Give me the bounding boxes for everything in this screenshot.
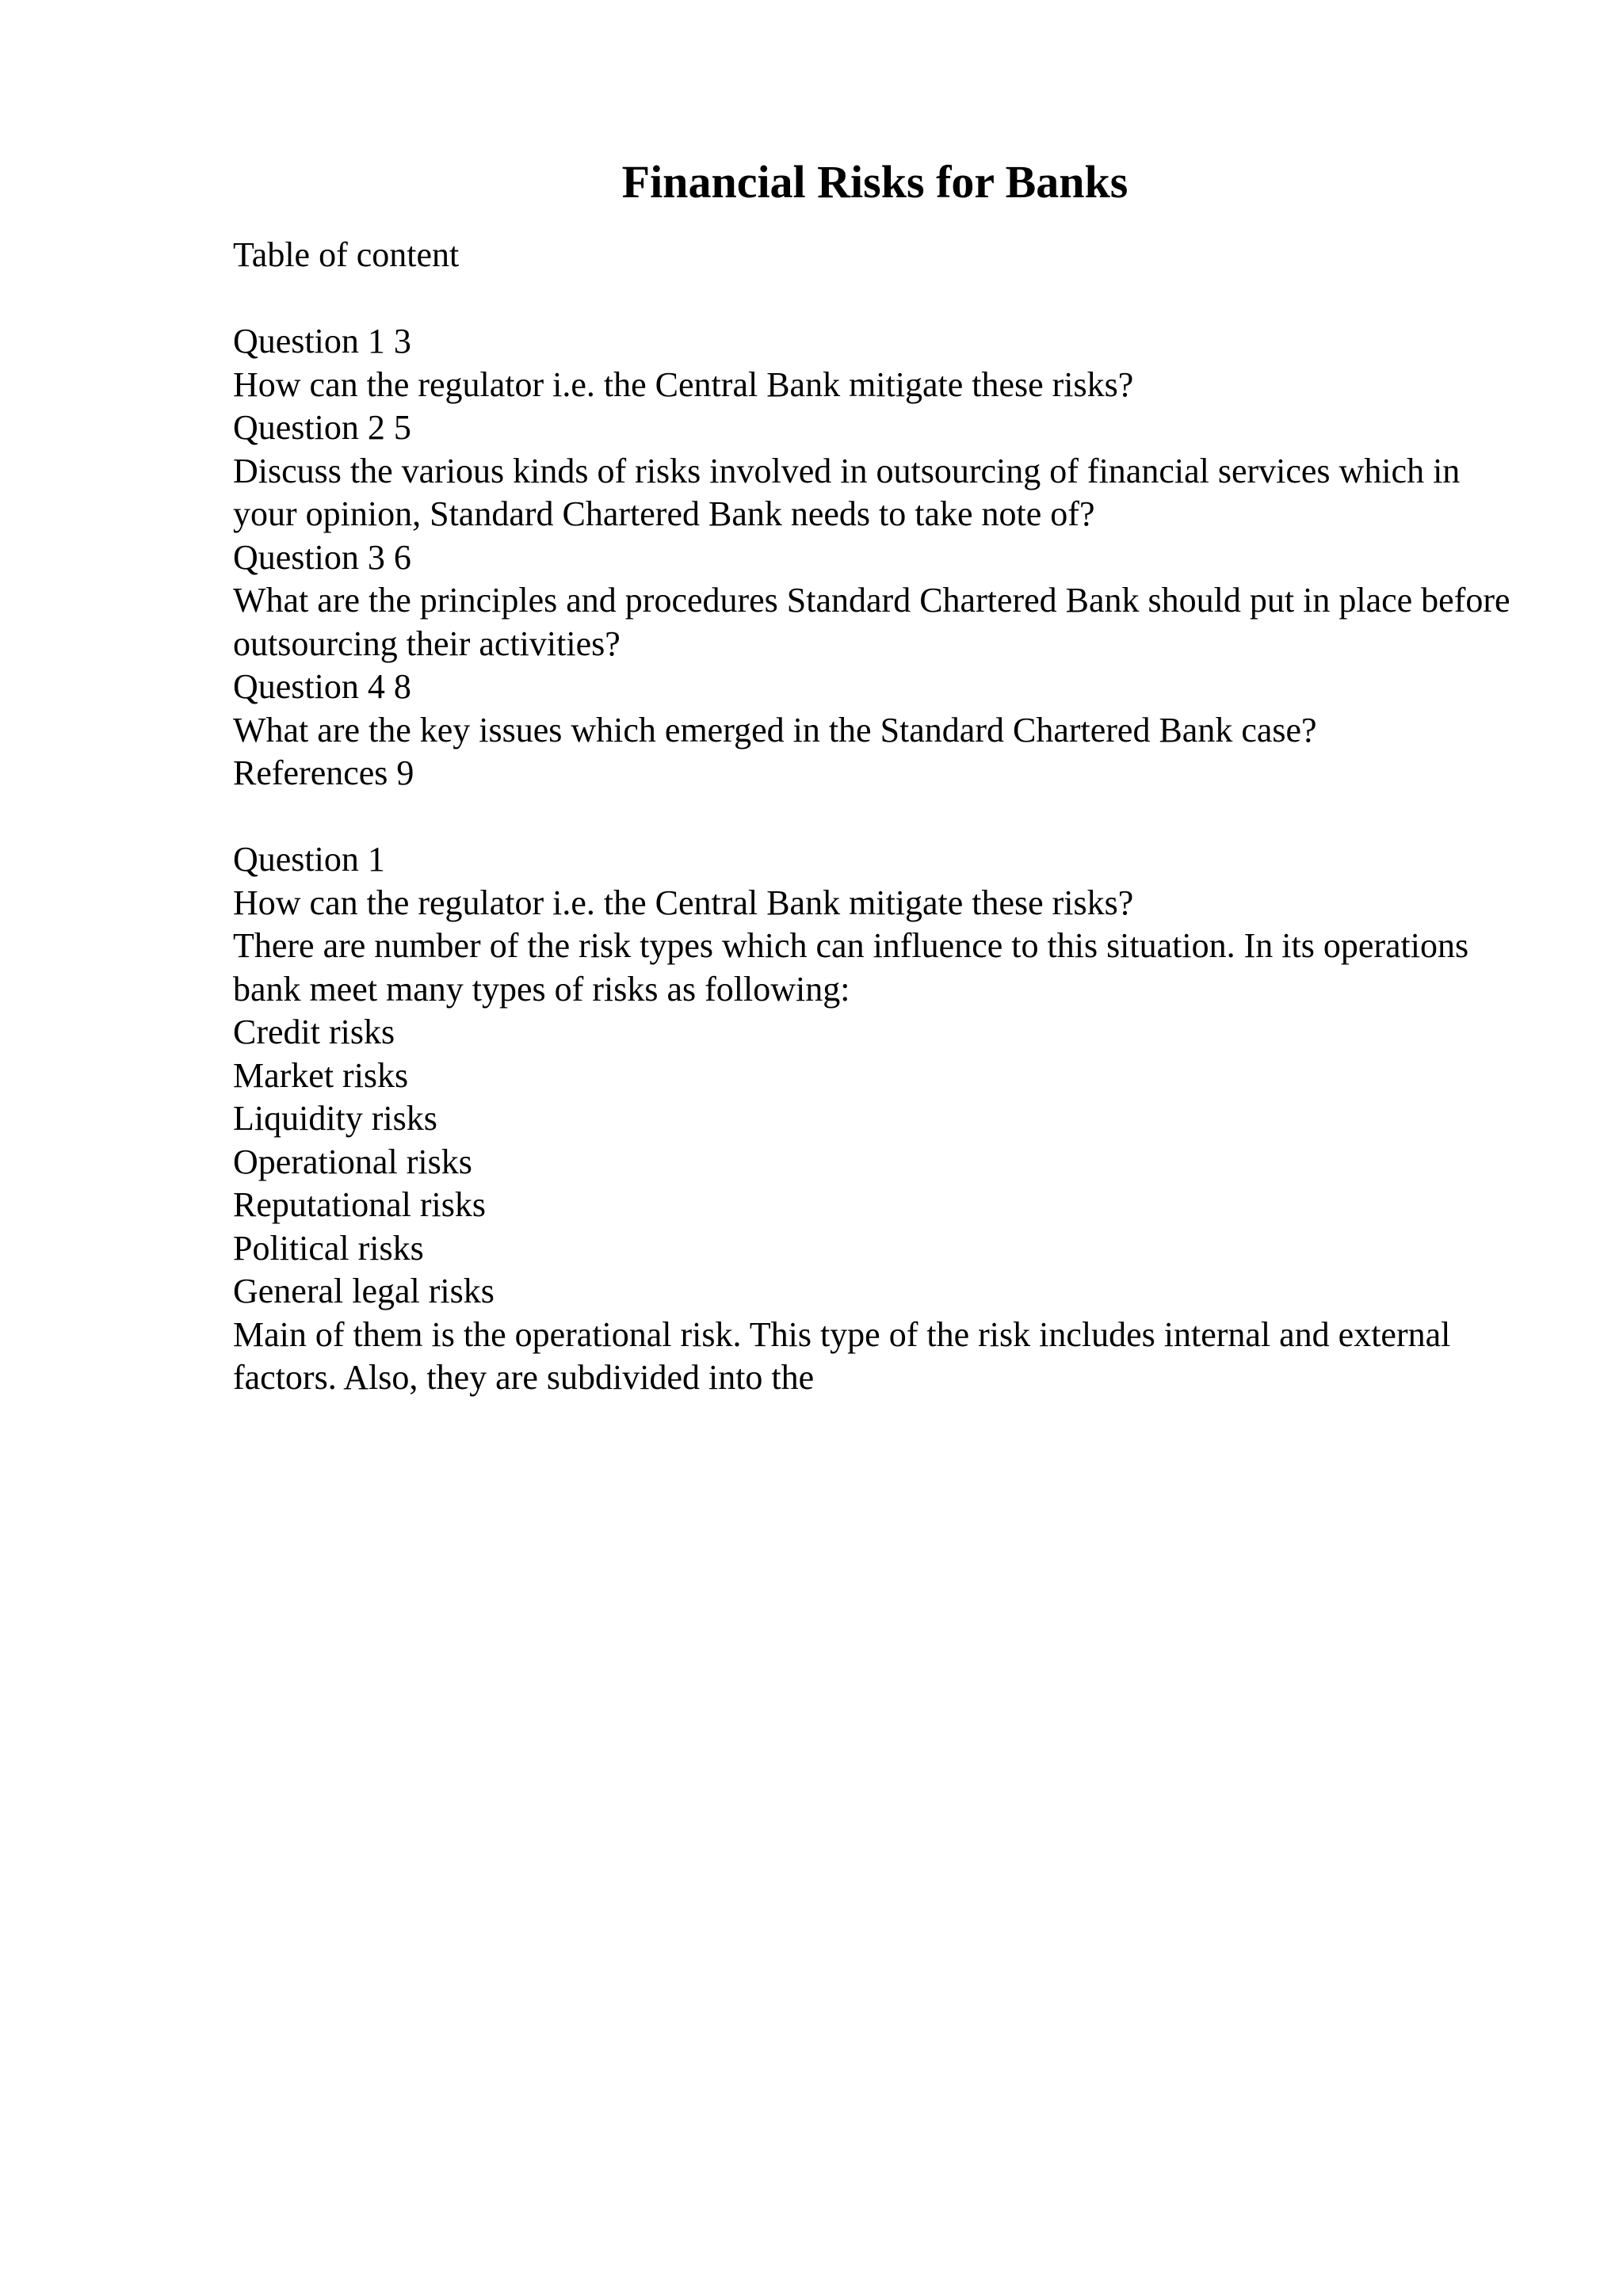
section-closing: Main of them is the operational risk. This type of the risk includes internal and external factors. Also, they are subdivided into the bbox=[233, 1314, 1451, 1397]
risk-item: Market risks bbox=[233, 1055, 409, 1095]
section-heading: Question 1 bbox=[233, 840, 385, 879]
toc-entry: Question 4 8 bbox=[233, 667, 411, 706]
toc-entry: What are the principles and procedures Standard Chartered Bank should put in place before outsourcing their activities? bbox=[233, 581, 1510, 663]
document-content bbox=[233, 147, 1517, 1400]
section-question-1 bbox=[233, 838, 1517, 1400]
risk-item: General legal risks bbox=[233, 1272, 495, 1310]
toc-entry: What are the key issues which emerged in the Standard Chartered Bank case? bbox=[233, 710, 1317, 749]
toc-entry: Question 2 5 bbox=[233, 408, 411, 447]
table-of-contents bbox=[233, 320, 1517, 795]
toc-entry: Discuss the various kinds of risks involved in outsourcing of financial services which in your opinion, Standard Chartered Bank needs to take note of? bbox=[233, 451, 1461, 533]
document-title: Financial Risks for Banks bbox=[621, 156, 1128, 208]
risk-list bbox=[233, 1011, 1517, 1314]
toc-entry: Question 3 6 bbox=[233, 537, 411, 577]
risk-item: Political risks bbox=[233, 1228, 424, 1268]
risk-item: Liquidity risks bbox=[233, 1099, 437, 1138]
section-intro: There are number of the risk types which can influence to this situation. In its operations bank meet many types of risks as following: bbox=[233, 926, 1469, 1009]
toc-entry: References 9 bbox=[233, 753, 414, 792]
toc-heading: Table of content bbox=[233, 235, 460, 274]
blank-line bbox=[233, 277, 1517, 321]
toc-entry: How can the regulator i.e. the Central Bank mitigate these risks? bbox=[233, 364, 1134, 404]
section-question: How can the regulator i.e. the Central Bank mitigate these risks? bbox=[233, 883, 1134, 922]
toc-entry: Question 1 3 bbox=[233, 322, 411, 360]
risk-item: Credit risks bbox=[233, 1013, 395, 1051]
risk-item: Reputational risks bbox=[233, 1185, 486, 1224]
risk-item: Operational risks bbox=[233, 1142, 472, 1181]
blank-line bbox=[233, 795, 1517, 839]
